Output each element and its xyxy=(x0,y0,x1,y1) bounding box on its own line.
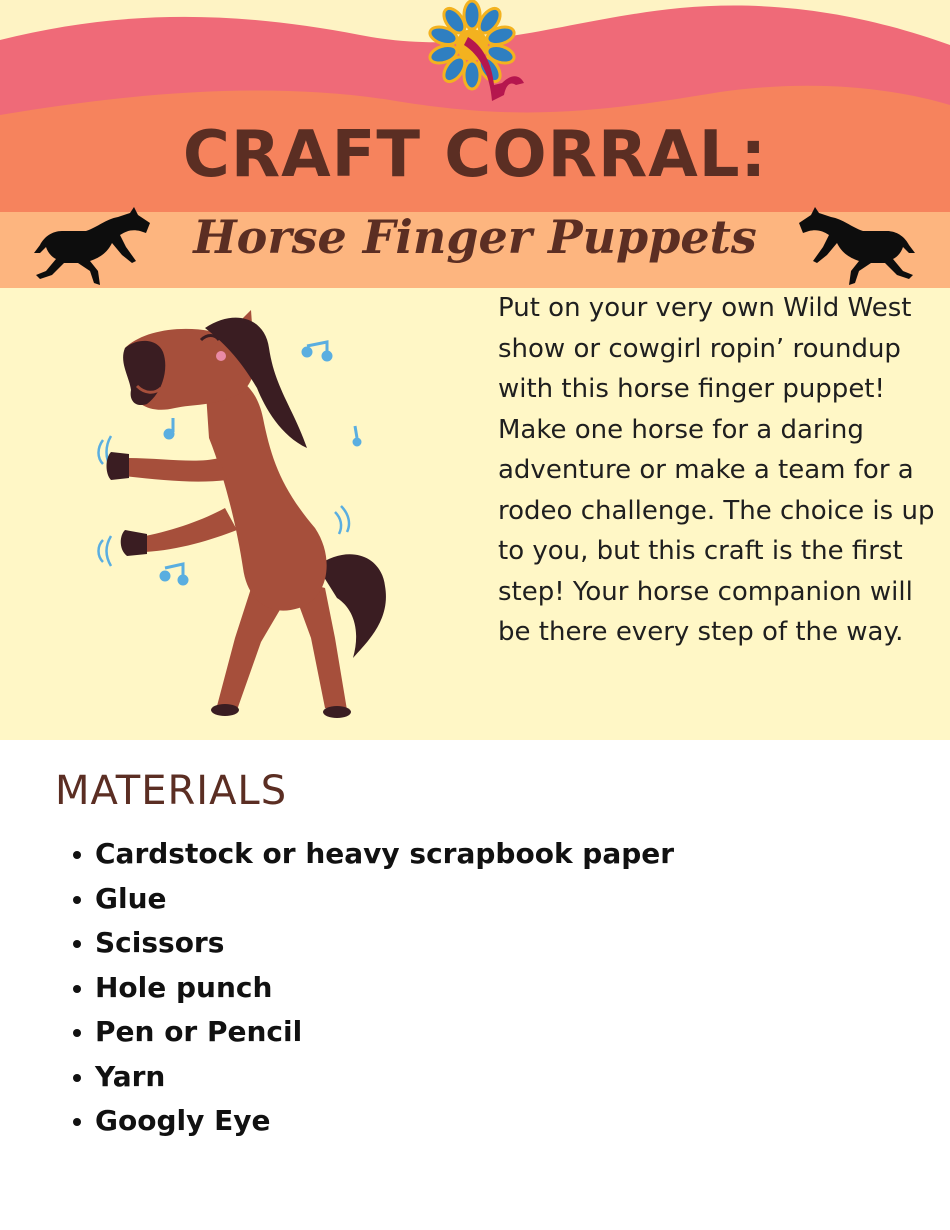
list-item: Pen or Pencil xyxy=(95,1010,674,1055)
intro-section xyxy=(0,288,950,740)
list-item: Hole punch xyxy=(95,966,674,1011)
list-item: Yarn xyxy=(95,1055,674,1100)
running-horse-silhouette-icon xyxy=(32,205,154,290)
materials-list xyxy=(95,832,674,1144)
materials-heading: MATERIALS xyxy=(55,768,288,814)
intro-paragraph: Put on your very own Wild West show or cowgirl ropin’ roundup with this horse finger puppet! Make one horse for a daring adventure or make a team for a rodeo challenge. The choice is up to you, but this craft is the first step! Your horse companion will be there every step of the way. xyxy=(498,293,935,647)
library-flower-logo-icon xyxy=(420,0,530,115)
running-horse-silhouette-icon xyxy=(795,205,917,290)
list-item: Googly Eye xyxy=(95,1099,674,1144)
page-subtitle: Horse Finger Puppets xyxy=(193,210,757,264)
list-item: Glue xyxy=(95,877,674,922)
list-item: Cardstock or heavy scrapbook paper xyxy=(95,832,674,877)
header-banner xyxy=(0,0,950,290)
list-item: Scissors xyxy=(95,921,674,966)
page-title: CRAFT CORRAL: xyxy=(182,118,768,192)
dancing-horse-illustration-icon xyxy=(85,308,425,728)
